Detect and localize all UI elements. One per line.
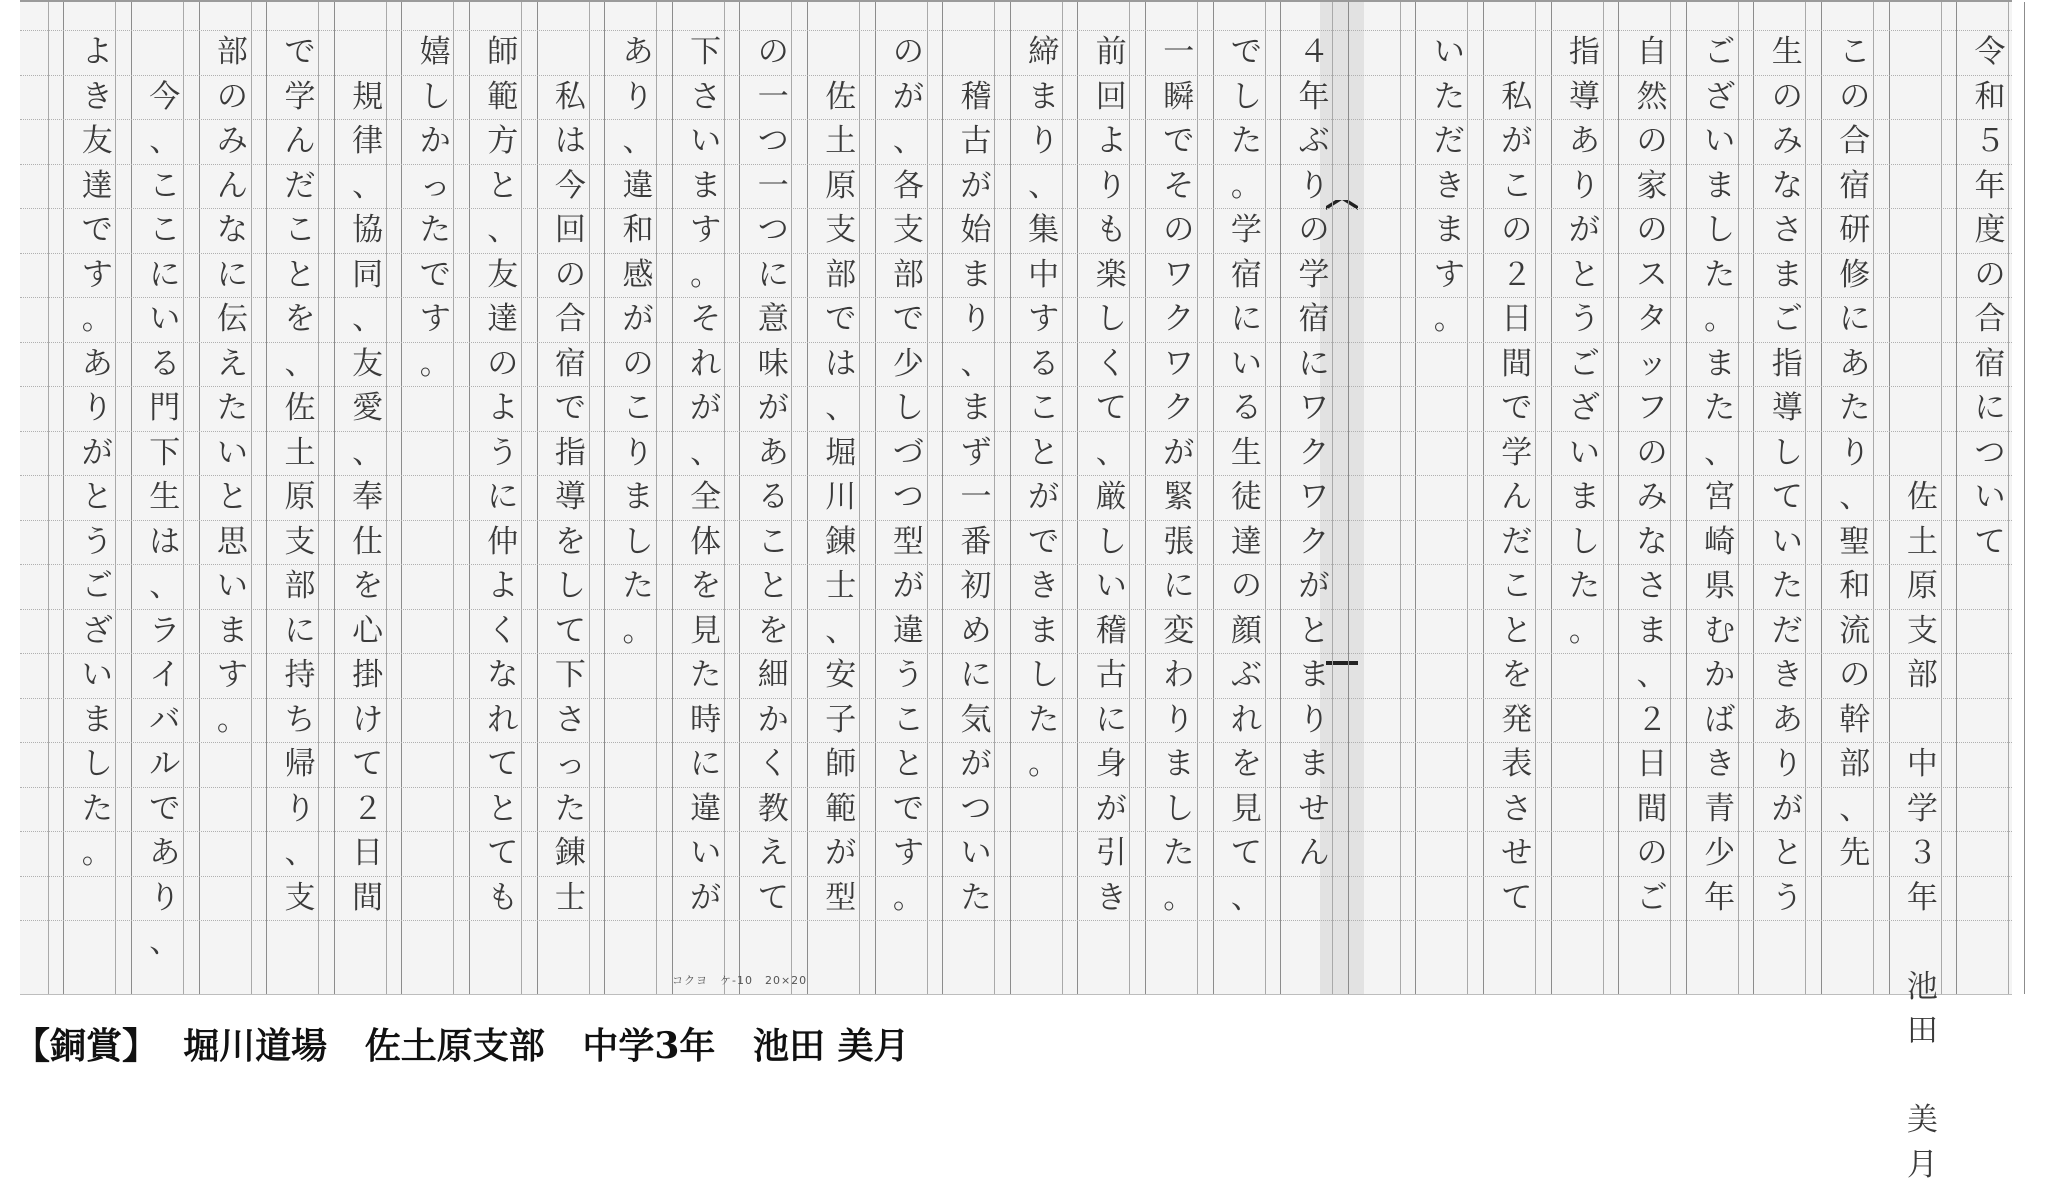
essay-column: あ り 、 違 和 感 が の こ り ま し た 。 bbox=[622, 34, 654, 649]
essay-column: 佐 土 原 支 部 で は 、 堀 川 錬 士 、 安 子 師 範 が 型 bbox=[825, 78, 857, 916]
grid-line bbox=[875, 2, 876, 994]
grid-line bbox=[604, 2, 605, 994]
grid-line bbox=[1010, 2, 1011, 994]
grid-line bbox=[1145, 2, 1146, 994]
essay-column: 前 回 よ り も 楽 し く て 、 厳 し い 稽 古 に 身 が 引 き bbox=[1095, 34, 1127, 916]
essay-column: の が 、 各 支 部 で 少 し づ つ 型 が 違 う こ と で す 。 bbox=[892, 34, 924, 916]
grid-line bbox=[537, 2, 538, 994]
essay-column: 師 範 方 と 、 友 達 の よ う に 仲 よ く な れ て と て も bbox=[487, 34, 519, 916]
grid-line bbox=[1415, 2, 1416, 994]
essay-column: で し た 。 学 宿 に い る 生 徒 達 の 顔 ぶ れ を 見 て 、 bbox=[1230, 34, 1262, 916]
essay-column: 下 さ い ま す 。 そ れ が 、 全 体 を 見 た 時 に 違 い が bbox=[690, 34, 722, 916]
grid-line bbox=[1077, 2, 1078, 994]
dojo-name: 堀川道場 bbox=[183, 1025, 328, 1067]
essay-column: 令 和 ５ 年 度 の 合 宿 に つ い て bbox=[1974, 34, 2006, 560]
grid-line bbox=[334, 2, 335, 994]
award-caption bbox=[14, 1018, 910, 1069]
grid-line bbox=[401, 2, 402, 994]
grid-line bbox=[1956, 2, 1957, 994]
grid-line bbox=[942, 2, 943, 994]
grid-line bbox=[469, 2, 470, 994]
grid-line bbox=[807, 2, 808, 994]
essay-column: 稽 古 が 始 ま り 、 ま ず 一 番 初 め に 気 が つ い た bbox=[960, 78, 992, 916]
essay-column: 私 は 今 回 の 合 宿 で 指 導 を し て 下 さ っ た 錬 士 bbox=[554, 78, 586, 916]
grid-line bbox=[1618, 2, 1619, 994]
grid-line bbox=[1348, 2, 1349, 994]
essay-column: 佐 土 原 支 部 中 学 ３ 年 池 田 美 月 bbox=[1906, 479, 1938, 1183]
grid-line bbox=[1551, 2, 1552, 994]
paper-brand-label: コクヨ ケ-10 20×20 bbox=[672, 974, 808, 987]
grid-line bbox=[48, 2, 49, 994]
essay-column: 締 ま り 、 集 中 す る こ と が で き ま し た 。 bbox=[1028, 34, 1060, 782]
essay-column: ご ざ い ま し た 。 ま た 、 宮 崎 県 む か ば き 青 少 年 bbox=[1704, 34, 1736, 916]
essay-column: 一 瞬 で そ の ワ ク ワ ク が 緊 張 に 変 わ り ま し た 。 bbox=[1163, 34, 1195, 916]
grid-line bbox=[1686, 2, 1687, 994]
essay-column: 今 、 こ こ に い る 門 下 生 は 、 ラ イ バ ル で あ り 、 bbox=[149, 78, 181, 960]
grid-line bbox=[1213, 2, 1214, 994]
grid-line bbox=[2024, 2, 2025, 994]
grid-line bbox=[199, 2, 200, 994]
essay-column: 自 然 の 家 の ス タ ッ フ の み な さ ま 、 ２ 日 間 の ご bbox=[1636, 34, 1668, 916]
essay-column: 指 導 あ り が と う ご ざ い ま し た 。 bbox=[1568, 34, 1600, 649]
essay-column: よ き 友 達 で す 。 あ り が と う ご ざ い ま し た 。 bbox=[81, 34, 113, 871]
grid-line bbox=[1753, 2, 1754, 994]
essay-column: で 学 ん だ こ と を 、 佐 土 原 支 部 に 持 ち 帰 り 、 支 bbox=[284, 34, 316, 916]
essay-column: 生 の み な さ ま ご 指 導 し て い た だ き あ り が と う bbox=[1771, 34, 1803, 916]
grid-line bbox=[131, 2, 132, 994]
essay-column: い た だ き ま す 。 bbox=[1433, 34, 1465, 337]
award-label: 【銅賞】 bbox=[14, 1025, 159, 1067]
grid-line bbox=[1280, 2, 1281, 994]
grid-line bbox=[1400, 2, 1401, 994]
essay-column: 部 の み ん な に 伝 え た い と 思 い ま す 。 bbox=[216, 34, 248, 738]
grid-row bbox=[20, 920, 2012, 921]
grid-line bbox=[672, 2, 673, 994]
grid-line bbox=[1889, 2, 1890, 994]
essay-column: 規 律 、 協 同 、 友 愛 、 奉 仕 を 心 掛 け て ２ 日 間 bbox=[352, 78, 384, 916]
grid-line bbox=[63, 2, 64, 994]
essay-column: こ の 合 宿 研 修 に あ た り 、 聖 和 流 の 幹 部 、 先 bbox=[1839, 34, 1871, 871]
grid-line bbox=[266, 2, 267, 994]
grade-label: 中学3年 bbox=[582, 1025, 716, 1067]
essay-column: の 一 つ 一 つ に 意 味 が あ る こ と を 細 か く 教 え て bbox=[757, 34, 789, 916]
essay-column: 嬉 し か っ た で す 。 bbox=[419, 34, 451, 382]
grid-line bbox=[1483, 2, 1484, 994]
branch-name: 佐土原支部 bbox=[364, 1025, 545, 1067]
essay-column: 私 が こ の ２ 日 間 で 学 ん だ こ と を 発 表 さ せ て bbox=[1501, 78, 1533, 916]
student-name: 池田 美月 bbox=[753, 1025, 910, 1067]
grid-line bbox=[1821, 2, 1822, 994]
essay-column: ４ 年 ぶ り の 学 宿 に ワ ク ワ ク が と ま り ま せ ん bbox=[1298, 34, 1330, 871]
grid-line bbox=[739, 2, 740, 994]
